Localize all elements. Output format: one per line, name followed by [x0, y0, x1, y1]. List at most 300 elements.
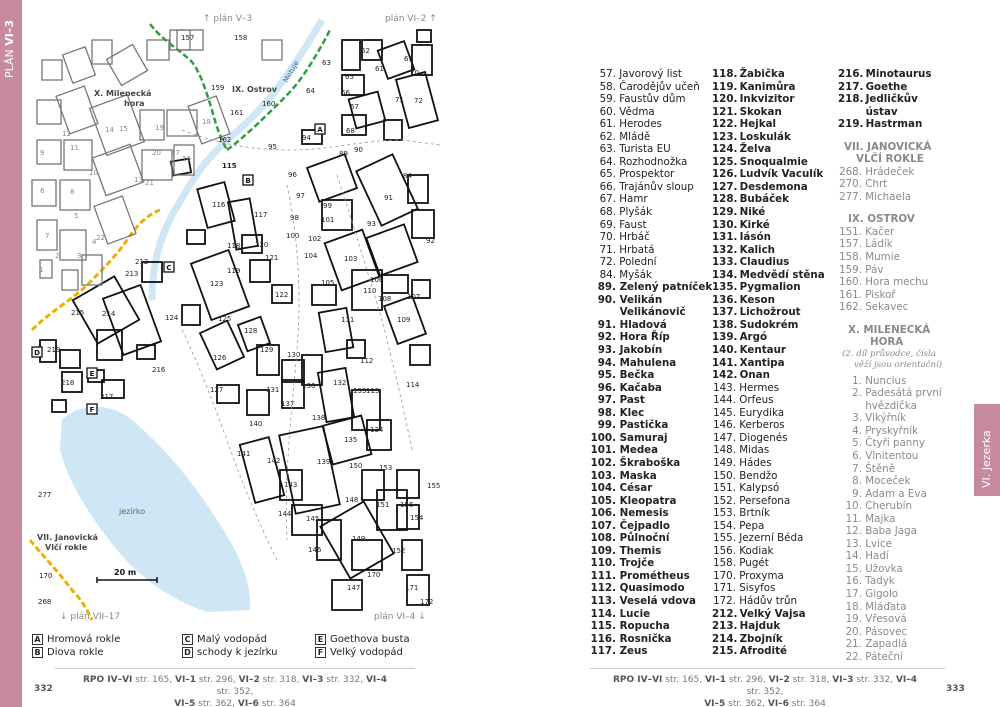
- tower-number: 64.: [599, 155, 616, 168]
- tower-number: 162.: [839, 301, 862, 314]
- svg-text:14: 14: [105, 126, 114, 134]
- plan-ref-page: str. 296,: [196, 675, 239, 685]
- plan-ref-page: str. 318,: [789, 675, 833, 685]
- svg-text:97: 97: [296, 192, 305, 200]
- tower-name: Bečka: [616, 369, 655, 382]
- tower-number: 139.: [712, 331, 738, 344]
- svg-text:115: 115: [222, 162, 237, 170]
- tower-name: Zelený patníček: [616, 281, 713, 294]
- tower-name: Loskulák: [736, 130, 791, 143]
- plan-ref-code[interactable]: VI–6: [767, 699, 789, 707]
- tower-list-item: [590, 382, 720, 395]
- svg-text:140: 140: [249, 420, 263, 428]
- tower-list-item: [590, 244, 720, 257]
- tower-list-item: [838, 301, 968, 314]
- svg-text:F: F: [89, 406, 95, 414]
- tower-list-item: [838, 475, 968, 488]
- tower-name: Iásón: [736, 231, 771, 244]
- tower-number: 153.: [713, 507, 736, 520]
- tower-name: Rozhodnožka: [616, 155, 688, 168]
- lake-label: jezírko: [119, 507, 146, 516]
- map-plan-vi-3[interactable]: [22, 0, 440, 624]
- plan-ref-code[interactable]: VI–3: [832, 675, 854, 685]
- svg-text:268: 268: [38, 598, 52, 606]
- svg-text:114: 114: [406, 381, 420, 389]
- plan-ref-code[interactable]: VI–1: [174, 675, 197, 685]
- tower-list-item: [712, 281, 842, 294]
- tower-name: Tadyk: [862, 575, 895, 588]
- svg-text:130: 130: [287, 351, 301, 359]
- tower-name: Nemesis: [616, 507, 669, 520]
- tower-list-item: [712, 319, 842, 332]
- tower-name: Niké: [736, 206, 766, 219]
- tower-name: Kentaur: [736, 344, 786, 357]
- tower-name: Hrbatá: [616, 243, 655, 256]
- footer-divider-left: [55, 668, 415, 669]
- tower-number: 128.: [712, 193, 738, 206]
- tower-number: 140.: [712, 344, 738, 357]
- tower-name: hvězdička: [862, 399, 917, 412]
- svg-text:118: 118: [227, 242, 241, 250]
- tower-number: 58.: [599, 80, 616, 93]
- plan-ref-page: str. 332,: [853, 675, 896, 685]
- tower-list-item: [712, 620, 842, 633]
- tower-number: 127.: [712, 180, 738, 193]
- plan-ref-code[interactable]: VI–2: [238, 675, 260, 685]
- tower-number: 93.: [597, 344, 616, 357]
- tower-name: Trajánův sloup: [616, 180, 694, 193]
- svg-text:122: 122: [275, 291, 289, 299]
- tower-number: 137.: [712, 306, 738, 319]
- tower-list-item: [590, 331, 720, 344]
- tower-list-item: [712, 357, 842, 370]
- tower-list-item: [590, 444, 720, 457]
- tower-name: Diogenés: [736, 431, 788, 444]
- tower-list-item: [590, 482, 720, 495]
- svg-text:139: 139: [317, 458, 331, 466]
- tower-number: 156.: [713, 544, 736, 557]
- svg-text:153: 153: [379, 464, 393, 472]
- legend-key: E: [315, 634, 326, 645]
- tower-name: Hora mechu: [862, 276, 929, 289]
- plan-code-label: [3, 18, 19, 78]
- plan-ref-code[interactable]: VI–1: [704, 675, 727, 685]
- tower-number: 130.: [712, 218, 738, 231]
- tower-list-item: [712, 457, 842, 470]
- tower-number: 62.: [599, 130, 616, 143]
- tower-name: Adam a Eva: [862, 487, 927, 500]
- tower-number: 147.: [713, 431, 736, 444]
- plan-ref-page: str. 165,: [662, 675, 705, 685]
- tower-name: Čtyři panny: [862, 437, 925, 450]
- tower-list-item: [712, 81, 842, 94]
- svg-text:104: 104: [304, 252, 318, 260]
- tower-name: Padesátá první: [862, 387, 942, 400]
- tower-number: 16.: [845, 575, 862, 588]
- tower-list-item: [838, 166, 968, 179]
- svg-text:101: 101: [321, 216, 335, 224]
- tower-name: Kodiak: [736, 544, 774, 557]
- tower-list-item: [712, 369, 842, 382]
- tower-list-item: [712, 344, 842, 357]
- tower-list-item: [590, 608, 720, 621]
- tower-number: 13.: [845, 537, 862, 550]
- tower-name: ústav: [862, 105, 898, 118]
- tower-list-item: [590, 206, 720, 219]
- legend-label: Diova rokle: [47, 647, 104, 658]
- tower-name: Themis: [616, 544, 662, 557]
- svg-text:128: 128: [244, 327, 258, 335]
- tower-list-item: [712, 432, 842, 445]
- svg-text:93: 93: [367, 220, 376, 228]
- tower-name: Lvice: [862, 537, 892, 550]
- plan-ref-page: str. 352,: [216, 687, 254, 697]
- tower-name: Midas: [736, 444, 770, 457]
- tower-list-item: [712, 206, 842, 219]
- svg-text:18: 18: [202, 118, 211, 126]
- svg-text:63: 63: [322, 59, 331, 67]
- svg-text:160: 160: [262, 100, 276, 108]
- section-heading-x-line2: HORA: [870, 336, 904, 349]
- legend-item-a: [32, 634, 120, 645]
- svg-text:154: 154: [410, 514, 424, 522]
- plan-ref-bottom-right[interactable]: plán VI–4 ↓: [374, 612, 426, 622]
- tower-list-item: [712, 633, 842, 646]
- tower-number: 161.: [839, 288, 862, 301]
- tower-name: Claudius: [736, 256, 790, 269]
- svg-text:148: 148: [345, 496, 359, 504]
- tower-list-item: [712, 231, 842, 244]
- svg-text:7: 7: [45, 232, 50, 240]
- tower-list-item: [590, 219, 720, 232]
- tower-name: César: [616, 482, 653, 495]
- tower-name: Kačaba: [616, 381, 662, 394]
- svg-text:119: 119: [227, 267, 241, 275]
- tower-number: 6.: [852, 449, 862, 462]
- svg-text:136: 136: [302, 382, 316, 390]
- tower-name: Maska: [616, 469, 657, 482]
- tower-name: Medvědí stěna: [736, 268, 825, 281]
- tower-name: Užovka: [862, 562, 903, 575]
- svg-text:214: 214: [102, 310, 116, 318]
- tower-name: Ládík: [862, 238, 893, 251]
- tower-name: Žabička: [736, 68, 785, 80]
- footer-divider-right: [590, 668, 945, 669]
- tower-name: Sudokrém: [736, 318, 799, 331]
- tower-list-item: [838, 226, 968, 239]
- svg-text:218: 218: [61, 379, 75, 387]
- tower-name: Trojče: [616, 557, 655, 570]
- tower-name: Hora Říp: [616, 331, 670, 344]
- svg-text:159: 159: [211, 84, 225, 92]
- svg-text:149: 149: [352, 535, 366, 543]
- svg-text:102: 102: [308, 235, 322, 243]
- plan-ref-bottom-left[interactable]: ↓ plán VII–17: [60, 612, 121, 622]
- tower-number: 19.: [845, 613, 862, 626]
- tower-list-item: [838, 575, 968, 588]
- tower-list-item: [712, 68, 842, 81]
- tower-number: 158.: [713, 557, 736, 570]
- svg-text:158: 158: [234, 34, 248, 42]
- tower-name: Myšák: [616, 268, 652, 281]
- tower-name: Hamr: [616, 193, 648, 206]
- tower-name: Hastrman: [862, 118, 923, 131]
- tower-list-item: [838, 563, 968, 576]
- tower-list-item: [838, 638, 968, 651]
- tower-list-item: [712, 193, 842, 206]
- section-heading-x: X. MILENECKÁ: [848, 323, 931, 336]
- tower-list-item: [712, 394, 842, 407]
- svg-text:3: 3: [77, 252, 82, 260]
- tower-number: 99.: [597, 419, 616, 432]
- svg-text:22: 22: [96, 234, 105, 242]
- svg-text:61: 61: [375, 65, 384, 73]
- plan-ref-top-right[interactable]: plán VI–2 ↑: [385, 14, 437, 24]
- tower-number: 157.: [839, 238, 862, 251]
- legend-label: Velký vodopád: [330, 647, 403, 658]
- tower-number: 154.: [713, 519, 736, 532]
- tower-name: Pugét: [736, 557, 769, 570]
- tower-number: 123.: [712, 130, 738, 143]
- tower-name: Štěně: [862, 462, 896, 475]
- tower-name: Persefona: [736, 494, 791, 507]
- tower-list-item: [712, 595, 842, 608]
- svg-text:5: 5: [74, 212, 79, 220]
- tower-name: Kleopatra: [616, 494, 677, 507]
- tower-name: Mládě: [616, 130, 651, 143]
- svg-text:108: 108: [378, 295, 392, 303]
- lake-shape: [60, 407, 250, 612]
- tower-number: 268.: [839, 165, 862, 178]
- tower-list-column-1: [590, 68, 720, 658]
- tower-name: Páv: [862, 263, 884, 276]
- tower-list-item: [838, 118, 968, 131]
- tower-name: Čejpadlo: [616, 519, 670, 532]
- footer-references-left: [75, 674, 395, 707]
- tower-number: 152.: [713, 494, 736, 507]
- svg-text:20 m: 20 m: [114, 568, 137, 577]
- tower-name: Hádes: [736, 456, 772, 469]
- tower-name: Quasimodo: [616, 582, 685, 595]
- tower-name: Baba Jaga: [862, 525, 917, 538]
- tower-number: 91.: [597, 318, 616, 331]
- plan-ref-code[interactable]: VI–5: [704, 699, 726, 707]
- tower-name: Lichožrout: [736, 306, 801, 319]
- tower-list-item: [712, 407, 842, 420]
- tower-list-item: [712, 269, 842, 282]
- tower-list-item: [712, 331, 842, 344]
- svg-text:216: 216: [152, 366, 166, 374]
- tower-number: 119.: [712, 80, 738, 93]
- plan-ref-code[interactable]: VI–6: [237, 699, 259, 707]
- tower-list-item: [590, 106, 720, 119]
- plan-ref-code[interactable]: VI–2: [768, 675, 790, 685]
- svg-text:99: 99: [323, 202, 332, 210]
- legend-item-e: [315, 634, 410, 645]
- svg-text:71: 71: [395, 96, 404, 104]
- tower-list-item: [590, 545, 720, 558]
- tower-name: Kačer: [862, 225, 895, 238]
- tower-list-item: [838, 68, 968, 81]
- plan-ref-top-left[interactable]: ↑ plán V–3: [203, 14, 253, 24]
- tower-list-item: [712, 181, 842, 194]
- footer-line: [75, 698, 395, 707]
- footer-line: [605, 698, 925, 707]
- tower-number: 129.: [712, 206, 738, 219]
- tower-list-item: [590, 156, 720, 169]
- legend-item-c: [182, 634, 267, 645]
- tower-number: 70.: [599, 231, 616, 244]
- tower-number: 72.: [599, 256, 616, 269]
- tower-name: Michaela: [862, 190, 912, 203]
- tower-list-item: [838, 178, 968, 191]
- tower-list-item: [712, 244, 842, 257]
- tower-number: 17.: [845, 588, 862, 600]
- tower-name: Moceček: [862, 475, 911, 488]
- tower-number: 217.: [838, 80, 864, 93]
- legend-key: A: [32, 634, 43, 645]
- svg-text:137: 137: [281, 400, 295, 408]
- tower-list-item: [712, 520, 842, 533]
- tower-name: Hermes: [736, 381, 780, 394]
- tower-list-item: [590, 595, 720, 608]
- svg-text:19: 19: [155, 124, 164, 132]
- plan-ref-code[interactable]: RPO IV–VI: [82, 675, 133, 685]
- tower-number: 5.: [852, 437, 862, 450]
- tower-number: 90.: [597, 293, 616, 306]
- svg-text:144: 144: [278, 510, 292, 518]
- svg-text:9: 9: [40, 149, 45, 157]
- tower-number: 133.: [712, 256, 738, 269]
- tower-list-item: [838, 525, 968, 538]
- plan-ref-code[interactable]: RPO IV–VI: [612, 675, 663, 685]
- tower-number: 108.: [590, 532, 616, 545]
- svg-text:117: 117: [254, 211, 268, 219]
- tower-list-item: [838, 400, 968, 413]
- svg-text:161: 161: [230, 109, 244, 117]
- plan-prefix: PLÁN: [3, 49, 16, 78]
- tower-name: Zbojník: [736, 632, 783, 645]
- tower-list-item: [590, 357, 720, 370]
- svg-text:132: 132: [333, 379, 347, 387]
- tower-list-item: [590, 432, 720, 445]
- tower-name: Mahulena: [616, 356, 677, 369]
- tower-number: 12.: [845, 525, 862, 538]
- tower-number: 3.: [852, 412, 862, 425]
- svg-text:110: 110: [363, 287, 377, 295]
- tower-number: 213.: [712, 620, 738, 633]
- tower-list-item: [712, 444, 842, 457]
- svg-text:125: 125: [218, 315, 232, 323]
- tower-number: 60.: [599, 105, 616, 118]
- tower-name: Páteční: [862, 650, 903, 663]
- svg-text:Vlčí rokle: Vlčí rokle: [45, 543, 88, 552]
- tower-number: 11.: [845, 512, 862, 525]
- svg-text:277: 277: [38, 491, 52, 499]
- tower-number: 121.: [712, 105, 738, 118]
- tower-name: Klec: [616, 406, 645, 419]
- tower-name: Mláďata: [862, 600, 907, 613]
- tower-list-item: [712, 470, 842, 483]
- svg-text:133: 133: [353, 387, 367, 395]
- plan-ref-page: str. 332,: [323, 675, 366, 685]
- tower-list-item: [590, 193, 720, 206]
- svg-text:105: 105: [321, 279, 335, 287]
- tower-number: 71.: [599, 243, 616, 256]
- tower-name: Kirké: [736, 218, 770, 231]
- tower-name: Jedličkův: [862, 93, 918, 106]
- tower-name: Pryskyřník: [862, 424, 919, 437]
- tower-list-item: [838, 412, 968, 425]
- tower-number: 125.: [712, 155, 738, 168]
- tower-list-item: [838, 500, 968, 513]
- tower-number: 103.: [590, 469, 616, 482]
- tower-number: 115.: [590, 620, 616, 633]
- tower-list-item: [590, 520, 720, 533]
- tower-number: 118.: [712, 68, 738, 80]
- svg-text:212: 212: [135, 258, 149, 266]
- plan-ref-code[interactable]: VI–4: [895, 675, 918, 685]
- tower-number: 102.: [590, 456, 616, 469]
- tower-number: 8.: [852, 475, 862, 488]
- svg-text:146: 146: [308, 546, 322, 554]
- tower-number: 100.: [590, 431, 616, 444]
- tower-list-item: [590, 645, 720, 658]
- map-legend: [32, 634, 432, 664]
- plan-ref-page: str. 352,: [746, 687, 784, 697]
- tower-number: 104.: [590, 482, 616, 495]
- tower-name: Polední: [616, 256, 657, 269]
- svg-text:145: 145: [306, 515, 320, 523]
- tower-list-item: [712, 570, 842, 583]
- legend-key: D: [182, 647, 193, 658]
- tower-number: 270.: [839, 178, 862, 191]
- tower-list-item: [590, 570, 720, 583]
- svg-text:D: D: [34, 349, 40, 357]
- tower-list-item: [838, 81, 968, 94]
- plan-ref-code[interactable]: VI–3: [302, 675, 324, 685]
- svg-text:152: 152: [392, 547, 406, 555]
- page-tab-left: [0, 0, 22, 707]
- svg-text:A: A: [317, 126, 323, 134]
- tower-name: Pygmalion: [736, 281, 801, 294]
- tower-name: Proxyma: [736, 569, 784, 582]
- tower-number: 132.: [712, 243, 738, 256]
- tower-list-item: [838, 488, 968, 501]
- river-label: Metuje: [281, 59, 301, 84]
- svg-text:67: 67: [350, 103, 359, 111]
- tower-number: 214.: [712, 632, 738, 645]
- tower-list-item: [590, 319, 720, 332]
- svg-text:100: 100: [286, 232, 300, 240]
- tower-number: 151.: [839, 225, 862, 238]
- plan-ref-page: str. 362,: [195, 699, 238, 707]
- tower-name: Jakobín: [616, 344, 663, 357]
- plan-ref-code[interactable]: VI–4: [365, 675, 388, 685]
- tower-number: 107.: [590, 519, 616, 532]
- tower-name: Cherubín: [862, 500, 913, 513]
- tower-name: Eurydika: [736, 406, 785, 419]
- svg-text:151: 151: [376, 501, 390, 509]
- tower-list-item: [590, 369, 720, 382]
- tower-name: Prométheus: [616, 569, 690, 582]
- tower-name: Velikánovič: [616, 306, 686, 319]
- svg-text:147: 147: [347, 584, 361, 592]
- tower-number: 22.: [845, 650, 862, 663]
- tower-name: Pepa: [736, 519, 765, 532]
- plan-ref-code[interactable]: VI–5: [174, 699, 196, 707]
- tower-list-item: [712, 608, 842, 621]
